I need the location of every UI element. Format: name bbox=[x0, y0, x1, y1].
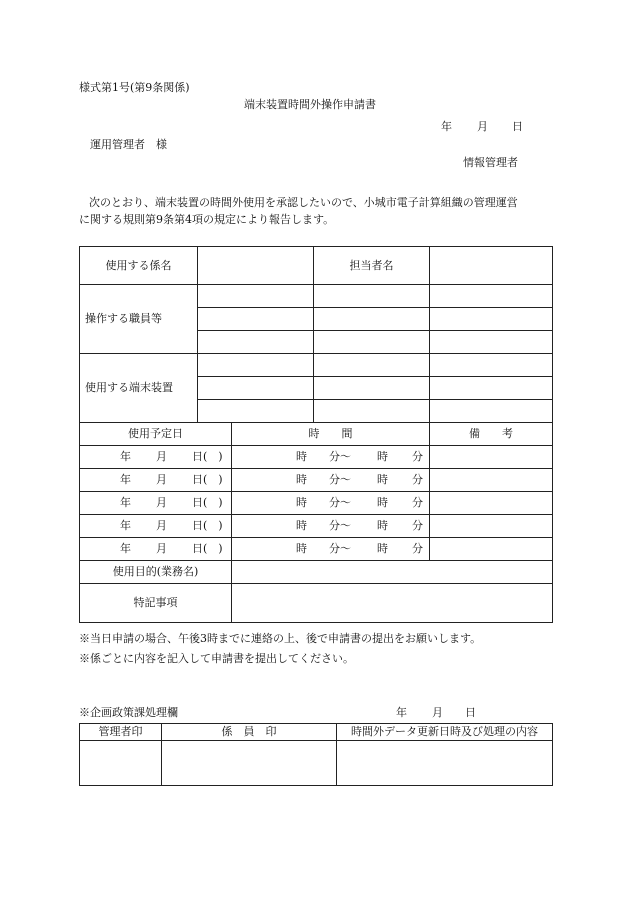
staff-field-3a[interactable] bbox=[198, 331, 314, 354]
update-details-field[interactable] bbox=[337, 741, 553, 786]
time-cell[interactable]: 時 分〜 時 分 bbox=[232, 515, 430, 538]
terminal-label: 使用する端末装置 bbox=[80, 354, 198, 423]
applicant: 情報管理者 bbox=[463, 156, 518, 169]
person-label: 担当者名 bbox=[314, 247, 430, 285]
processing-date-year: 年 bbox=[396, 706, 407, 719]
remarks-cell[interactable] bbox=[430, 538, 553, 561]
staff-field-2a[interactable] bbox=[198, 308, 314, 331]
dept-label: 使用する係名 bbox=[80, 247, 198, 285]
notes-field[interactable] bbox=[232, 584, 553, 623]
terminal-field-1b[interactable] bbox=[314, 354, 430, 377]
terminal-field-3a[interactable] bbox=[198, 400, 314, 423]
form-number: 様式第1号(第9条関係) bbox=[79, 81, 190, 94]
page-title: 端末装置時間外操作申請書 bbox=[244, 98, 376, 111]
col-update-details: 時間外データ更新日時及び処理の内容 bbox=[337, 724, 553, 741]
dept-field[interactable] bbox=[198, 247, 314, 285]
schedule-row bbox=[80, 515, 553, 538]
date-cell[interactable]: 年 月 日( ) bbox=[80, 469, 232, 492]
body-line-2: に関する規則第9条第4項の規定により報告します。 bbox=[79, 213, 335, 226]
terminal-field-2b[interactable] bbox=[314, 377, 430, 400]
manager-seal-field[interactable] bbox=[80, 741, 162, 786]
staff-field-3c[interactable] bbox=[430, 331, 553, 354]
processing-date-month: 月 bbox=[432, 706, 443, 719]
date-cell[interactable]: 年 月 日( ) bbox=[80, 446, 232, 469]
remarks-cell[interactable] bbox=[430, 515, 553, 538]
schedule-row bbox=[80, 492, 553, 515]
staff-field-2b[interactable] bbox=[314, 308, 430, 331]
remarks-header: 備 考 bbox=[430, 423, 553, 446]
schedule-row bbox=[80, 446, 553, 469]
col-manager-seal: 管理者印 bbox=[80, 724, 162, 741]
header-date-day: 日 bbox=[512, 120, 523, 133]
terminal-field-2c[interactable] bbox=[430, 377, 553, 400]
note-2: ※係ごとに内容を記入して申請書を提出してください。 bbox=[79, 652, 354, 665]
purpose-label: 使用目的(業務名) bbox=[80, 561, 232, 584]
note-1: ※当日申請の場合、午後3時までに連絡の上、後で申請書の提出をお願いします。 bbox=[79, 632, 482, 645]
schedule-row bbox=[80, 538, 553, 561]
staff-field-1c[interactable] bbox=[430, 285, 553, 308]
date-cell[interactable]: 年 月 日( ) bbox=[80, 515, 232, 538]
staff-field-1a[interactable] bbox=[198, 285, 314, 308]
processing-table bbox=[79, 723, 553, 786]
date-cell[interactable]: 年 月 日( ) bbox=[80, 538, 232, 561]
processing-label: ※企画政策課処理欄 bbox=[79, 706, 178, 719]
purpose-field[interactable] bbox=[232, 561, 553, 584]
staff-field-1b[interactable] bbox=[314, 285, 430, 308]
staff-field-2c[interactable] bbox=[430, 308, 553, 331]
body-line-1: 次のとおり、端末装置の時間外使用を承認したいので、小城市電子計算組織の管理運営 bbox=[89, 196, 518, 209]
processing-date-day: 日 bbox=[465, 706, 476, 719]
header-date-year: 年 bbox=[441, 120, 452, 133]
terminal-field-3c[interactable] bbox=[430, 400, 553, 423]
remarks-cell[interactable] bbox=[430, 446, 553, 469]
terminal-field-3b[interactable] bbox=[314, 400, 430, 423]
time-cell[interactable]: 時 分〜 時 分 bbox=[232, 492, 430, 515]
staff-label: 操作する職員等 bbox=[80, 285, 198, 354]
time-cell[interactable]: 時 分〜 時 分 bbox=[232, 538, 430, 561]
terminal-field-2a[interactable] bbox=[198, 377, 314, 400]
staff-field-3b[interactable] bbox=[314, 331, 430, 354]
date-cell[interactable]: 年 月 日( ) bbox=[80, 492, 232, 515]
date-header: 使用予定日 bbox=[80, 423, 232, 446]
remarks-cell[interactable] bbox=[430, 469, 553, 492]
application-table bbox=[79, 246, 553, 623]
schedule-row bbox=[80, 469, 553, 492]
remarks-cell[interactable] bbox=[430, 492, 553, 515]
col-staff-seal: 係 員 印 bbox=[162, 724, 337, 741]
notes-label: 特記事項 bbox=[80, 584, 232, 623]
addressee: 運用管理者 様 bbox=[90, 138, 167, 151]
person-field[interactable] bbox=[430, 247, 553, 285]
terminal-field-1c[interactable] bbox=[430, 354, 553, 377]
staff-seal-field[interactable] bbox=[162, 741, 337, 786]
time-header: 時 間 bbox=[232, 423, 430, 446]
time-cell[interactable]: 時 分〜 時 分 bbox=[232, 446, 430, 469]
terminal-field-1a[interactable] bbox=[198, 354, 314, 377]
time-cell[interactable]: 時 分〜 時 分 bbox=[232, 469, 430, 492]
header-date-month: 月 bbox=[477, 120, 488, 133]
